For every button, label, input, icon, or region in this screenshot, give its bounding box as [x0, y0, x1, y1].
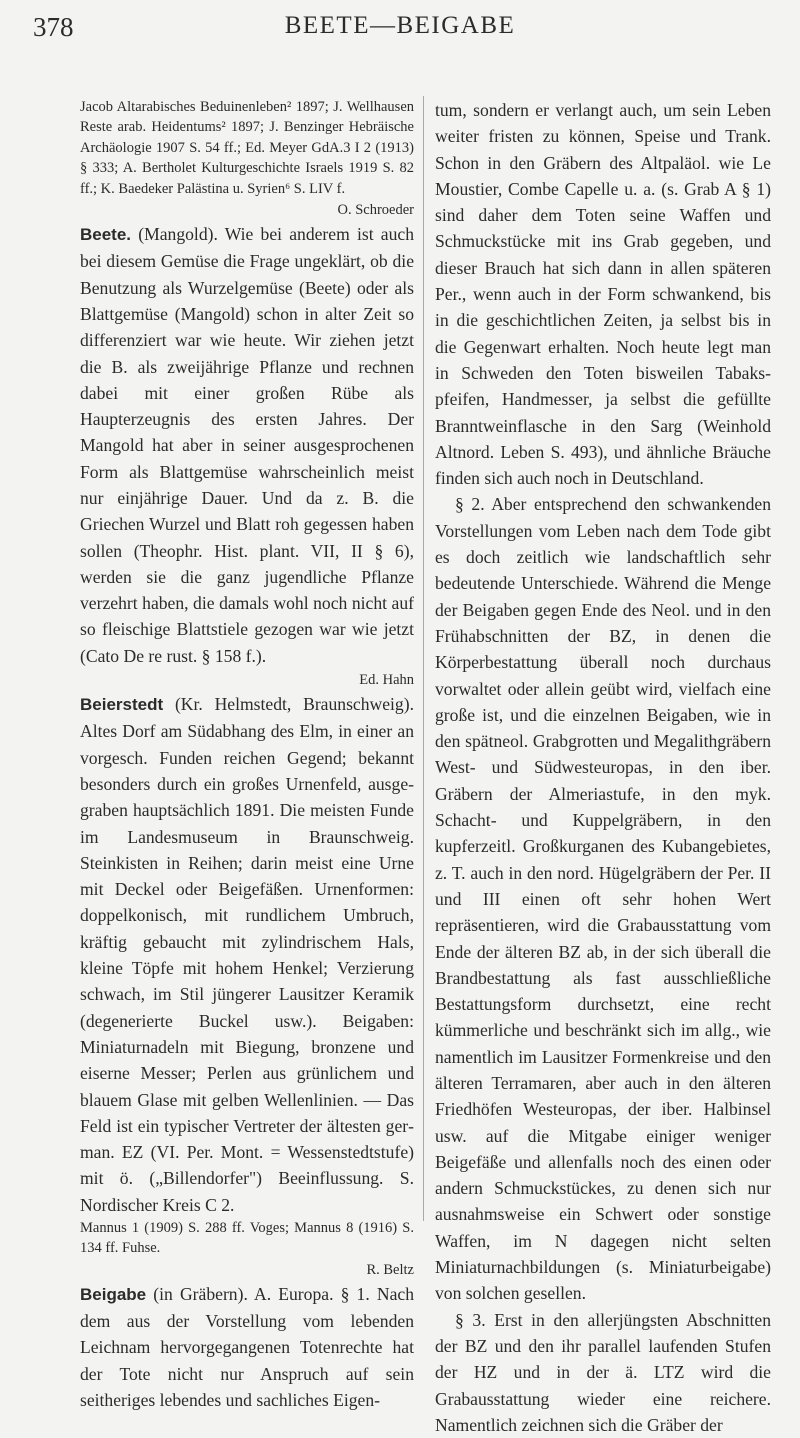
- bibliography-references: Mannus 1 (1909) S. 288 ff. Voges; Mannus 8 (1916) S. 134 ff. Fuhse.: [80, 1220, 414, 1257]
- left-column: [80, 97, 414, 1413]
- entry-text: (Mangold). Wie bei anderem ist auch bei diesem Gemüse die Frage ungeklärt, ob die Benutzung als Wurzelgemüse (Beete) oder als Blattgemüse (Mangold) schon in alter Zeit so differenziert war wie heute. Wir ziehen jetzt die B. als zweijährige Pflanze und rechnen dabei mit einer großen Rübe als Haupterzeugnis des ersten Jahres. Der Mangold hat aber in seiner ausgesprochenen Form als Blattgemüse wahrscheinlich meist nur einjährige Dauer. Und da z. B. die Griechen Wurzel und Blatt roh gegessen haben sollen (Theophr. Hist. plant. VII, II § 6), werden sie die ganz jugendliche Pflanze verzehrt haben, die damals wohl noch nicht auf so fleischige Blattstiele gezogen war wie jetzt (Cato De re rust. § 158 f.).: [80, 224, 415, 666]
- entry-beierstedt: [80, 691, 414, 1218]
- author-signature: O. Schroeder: [337, 202, 414, 219]
- paragraph: § 3. Erst in den allerjüngsten Abschnitten der BZ und den ihr parallel laufenden Stufen der HZ und in der ä. LTZ wird die Grabausstattung wieder eine reichere. Namentlich zeichnen sich die Gräber der: [435, 1309, 771, 1435]
- entry-text: (in Gräbern). A. Europa. § 1. Nach dem aus der Vorstellung vom lebenden Leichnam hervorgegangenen Totenrechte hat der Tote nicht nur Anspruch auf sein seitheriges lebendes und sachliches Eigen-: [80, 1283, 414, 1411]
- entry-text: (Kr. Helmstedt, Braunschweig). Altes Dorf am Südabhang des Elm, in einer an vorgesch. Funden reichen Gegend; bekannt besonders durch ein großes Urnenfeld, ausgegraben hauptsächlich 1891. Die meisten Funde im Landesmuseum in Braunschweig. Steinkisten in Reihen; darin meist eine Urne mit Deckel oder Beigefäßen. Urnenformen: doppelkonisch, mit rundlichem Umbruch, kräftig gebaucht mit zylindrischem Hals, kleine Töpfe mit hohem Henkel; Verzierung schwach, im Stil jüngerer Lausitzer Keramik (degenerierte Buckel usw.). Beigaben: Miniaturnadeln mit Biegung, bronzene und eiserne Messer; Perlen aus grünlichem und blauem Glase mit gelben Wellenlinien. — Das Feld ist ein typischer Vertreter der ältesten german. EZ (VI. Per. Mont. = Wessenstedtstufe) mit ö. („Billendorfer") Beeinflussung. S. Nordischer Kreis C 2.: [80, 694, 414, 1215]
- paragraph: § 2. Aber entsprechend den schwankenden Vorstellungen vom Leben nach dem Tode gibt es doch zeitlich wie landschaftlich sehr bedeutende Unterschiede. Während die Menge der Beigaben gegen Ende des Neol. und in den Frühabschnitten der BZ, in denen die Körperbestattung überall noch durchaus vorwaltet oder allein geübt wird, vielfach eine große ist, und die einzelnen Beigaben, wie in den spätneol. Grabgrotten und Megalithgräbern West- und Südwesteuropas, in den iber. Gräbern der Almeriastufe, in den myk. Schacht- und Kuppelgräbern, in den kupferzeitl. Großkurganen des Kubangebietes, z. T. auch in den nord. Hügelgräbern der Per. II und III einen oft sehr hohen Wert repräsentieren, wird die Grabausstattung vom Ende der älteren BZ ab, in der sich überall die Brandbestattung als fast ausschließliche Bestattungsform durchsetzt, eine recht kümmerliche und beschränkt sich im allg., wie namentlich im Lausitzer Formenkreise und den älteren Terramaren, aber auch in den älteren Friedhöfen Westeuropas, der iber. Halbinsel usw. auf die Mitgabe einiger weniger Beigefäße und allenfalls noch des einen oder andern Schmuckstückes, zu denen sich nur ausnahmsweise ein Schwert oder sonstige Waffen, im N dagegen nicht selten Miniaturnachbildungen (s. Miniaturbeigabe) von solchen gesellen.: [435, 494, 771, 1304]
- entry-lemma: Beete.: [80, 225, 132, 245]
- author-signature: R. Beltz: [366, 1261, 414, 1278]
- running-head: BEETE—BEIGABE: [284, 12, 516, 39]
- column-divider: [423, 96, 424, 1221]
- entry-beigabe: [80, 1281, 414, 1413]
- bibliography-references: Jacob Altarabisches Beduinenleben² 1897; J. Wellhausen Reste arab. Heidentums² 1897; J. Benzinger Hebräische Archäologie 1907 S. 54 ff.; Ed. Meyer GdA.3 I 2 (1913) § 333; A. Bertholet Kulturgeschichte Israels 1919 S. 82 ff.; K. Baedeker Palästina u. Syrien⁶ S. LIV f.: [80, 99, 414, 197]
- right-column: [435, 97, 771, 1438]
- entry-lemma: Beigabe: [80, 1284, 147, 1304]
- page-number: 378: [33, 12, 74, 42]
- entry-beete: [80, 221, 414, 669]
- entry-lemma: Beierstedt: [80, 695, 164, 715]
- paragraph: tum, sondern er verlangt auch, um sein Leben weiter fristen zu können, Speise und Trank. Schon in den Gräbern des Altpaläol. wie Le Moustier, Combe Capelle u. a. (s. Grab A § 1) sind daher dem Toten seine Waffen und Schmuckstücke mit ins Grab gegeben, und dieser Brauch hat sich dann in allen späteren Per., wenn auch in der Form schwankend, bis in die geschichtlichen Zeiten, ja selbst bis in die Gegenwart erhalten. Noch heute legt man in Schweden den Toten bisweilen Tabakspfeifen, Handmesser, ja selbst die gefüllte Branntweinflasche in den Sarg (Weinhold Altnord. Leben S. 493), und ähnliche Bräuche finden sich auch noch in Deutschland.: [435, 100, 771, 489]
- author-signature: Ed. Hahn: [359, 672, 414, 689]
